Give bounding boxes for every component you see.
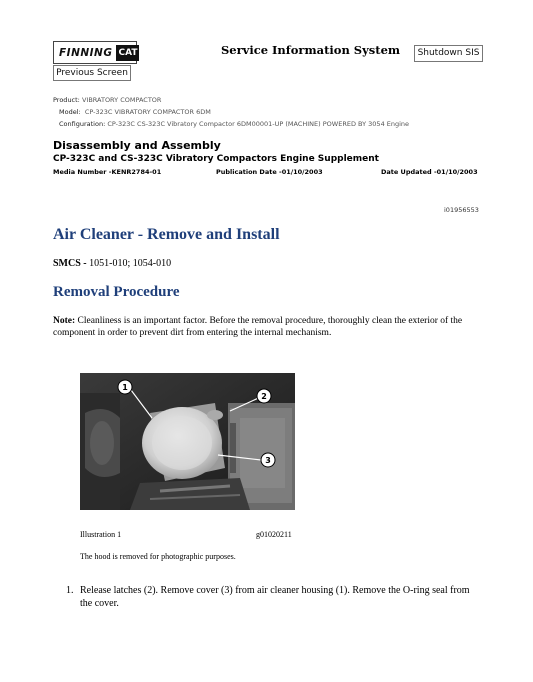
- note-text: Cleanliness is an important factor. Before the removal procedure, thoroughly clean the exterior of the component in order to prevent dirt from entering the internal mechanism.: [53, 316, 463, 338]
- model-value: CP-323C VIBRATORY COMPACTOR 6DM: [84, 108, 211, 116]
- smcs-value: 1051-010; 1054-010: [89, 258, 172, 269]
- illustration-id: g01020211: [256, 530, 292, 539]
- date-updated: Date Updated -01/10/2003: [381, 168, 478, 176]
- page-title: Air Cleaner - Remove and Install: [53, 226, 280, 243]
- shutdown-sis-button[interactable]: Shutdown SIS: [414, 45, 483, 62]
- removal-heading: Removal Procedure: [53, 284, 180, 300]
- cat-badge: CAT: [116, 45, 139, 61]
- step-number: 1.: [66, 585, 74, 596]
- logo-text: FINNING: [59, 46, 113, 59]
- smcs-label: SMCS -: [53, 258, 87, 269]
- publication-date: Publication Date -01/10/2003: [216, 168, 323, 176]
- product-info: [53, 94, 409, 130]
- media-number: Media Number -KENR2784-01: [53, 168, 162, 176]
- callout-2: 2: [261, 392, 267, 401]
- smcs-line: [53, 258, 171, 269]
- system-title: Service Information System: [221, 43, 401, 57]
- note-paragraph: [53, 315, 485, 339]
- air-cleaner-photo: [80, 373, 295, 510]
- product-value: VIBRATORY COMPACTOR: [81, 96, 162, 104]
- model-label: Model:: [59, 108, 81, 116]
- previous-screen-button[interactable]: Previous Screen: [53, 65, 131, 81]
- document-subtitle: CP-323C and CS-323C Vibratory Compactors Engine Supplement: [53, 154, 379, 164]
- finning-cat-logo: [53, 41, 137, 64]
- callout-3: 3: [265, 456, 271, 465]
- config-label: Configuration:: [59, 120, 106, 128]
- illustration-photo: [80, 373, 295, 510]
- product-label: Product:: [53, 96, 80, 104]
- note-label: Note:: [53, 316, 76, 326]
- config-value: CP-323C CS-323C Vibratory Compactor 6DM00001-UP (MACHINE) POWERED BY 3054 Engine: [107, 120, 410, 128]
- section-title: Disassembly and Assembly: [53, 139, 221, 152]
- illustration-label: Illustration 1: [80, 530, 122, 539]
- illustration-caption: The hood is removed for photographic purposes.: [80, 552, 236, 561]
- callout-1: 1: [122, 383, 128, 392]
- step-text: Release latches (2). Remove cover (3) from air cleaner housing (1). Remove the O-ring seal from the cover.: [80, 585, 470, 609]
- document-id: i01956553: [444, 206, 479, 214]
